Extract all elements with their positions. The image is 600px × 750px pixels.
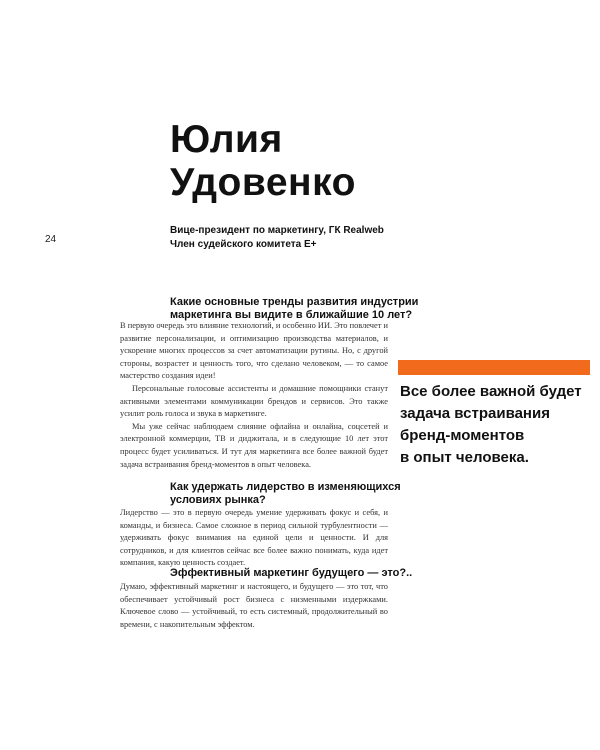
section-question — [170, 567, 412, 580]
pull-quote-line: в опыт человека. — [400, 449, 529, 466]
pull-quote-line: задача встраивания — [400, 405, 550, 422]
question-line: Какие основные тренды развития индустрии — [170, 296, 419, 308]
section-body — [120, 320, 388, 471]
body-paragraph: Мы уже сейчас наблюдаем слияние офлайна и онлайна, соцсетей и электронной коммерции, ТВ и диджитала, и в следующие 10 лет этот процесс будет усиливаться. И тут для маркетинга все более важной будет задача встраивания бренд-моментов в опыт человека. — [120, 421, 388, 469]
person-role: Член судейского комитета E+ — [170, 239, 317, 250]
body-paragraph: Думаю, эффективный маркетинг и настоящего, и будущего — это тот, что обеспечивает устойчивый рост бизнеса с низменными издержками. Ключевое слово — устойчивый, то есть системный, продолжительный во времени, с накопительным эффектом. — [120, 582, 388, 629]
body-paragraph: Персональные голосовые ассистенты и домашние помощники станут активными элементами коммуникации брендов и сервисов. Это также усилит роль голоса и звука в маркетинге. — [120, 383, 388, 419]
section-question — [170, 481, 401, 507]
person-first-name: Юлия — [170, 118, 283, 161]
person-name — [170, 118, 356, 204]
section-body — [120, 507, 388, 570]
question-line: маркетинга вы видите в ближайшие 10 лет? — [170, 309, 413, 321]
body-paragraph: В первую очередь это влияние технологий, и особенно ИИ. Это повлечет и развитие персонализации, и оптимизацию производства материалов, и ускорение многих процессов за счет автоматизации рутины. Но, с другой стороны, возрастет и ценность того, что сделано человеком, — то самое мастерство создания идеи! — [120, 321, 388, 381]
pull-quote-text — [398, 381, 588, 469]
person-last-name: Удовенко — [170, 161, 356, 204]
person-role: Вице-президент по маркетингу, ГК Realweb — [170, 225, 384, 236]
body-paragraph: Лидерство — это в первую очередь умение удерживать фокус и себя, и команды, и бизнеса. Самое сложное в период сильной турбулентности — удерживать фокус внимания на единой цели и ценности. И для сотрудников, и для клиентов сейчас все более важно понимать, куда идет компания, какую ценность создает. — [120, 508, 388, 568]
pull-quote-accent-bar — [398, 360, 590, 375]
question-line: Эффективный маркетинг будущего — это?.. — [170, 567, 413, 579]
pull-quote-line: Все более важной будет — [400, 383, 582, 400]
pull-quote — [398, 360, 588, 469]
section-body — [120, 581, 388, 631]
question-line: Как удержать лидерство в изменяющихся — [170, 481, 401, 493]
person-roles — [170, 224, 384, 252]
question-line: условиях рынка? — [170, 494, 266, 506]
page-number: 24 — [45, 234, 57, 245]
section-question — [170, 296, 418, 322]
pull-quote-line: бренд-моментов — [400, 427, 525, 444]
